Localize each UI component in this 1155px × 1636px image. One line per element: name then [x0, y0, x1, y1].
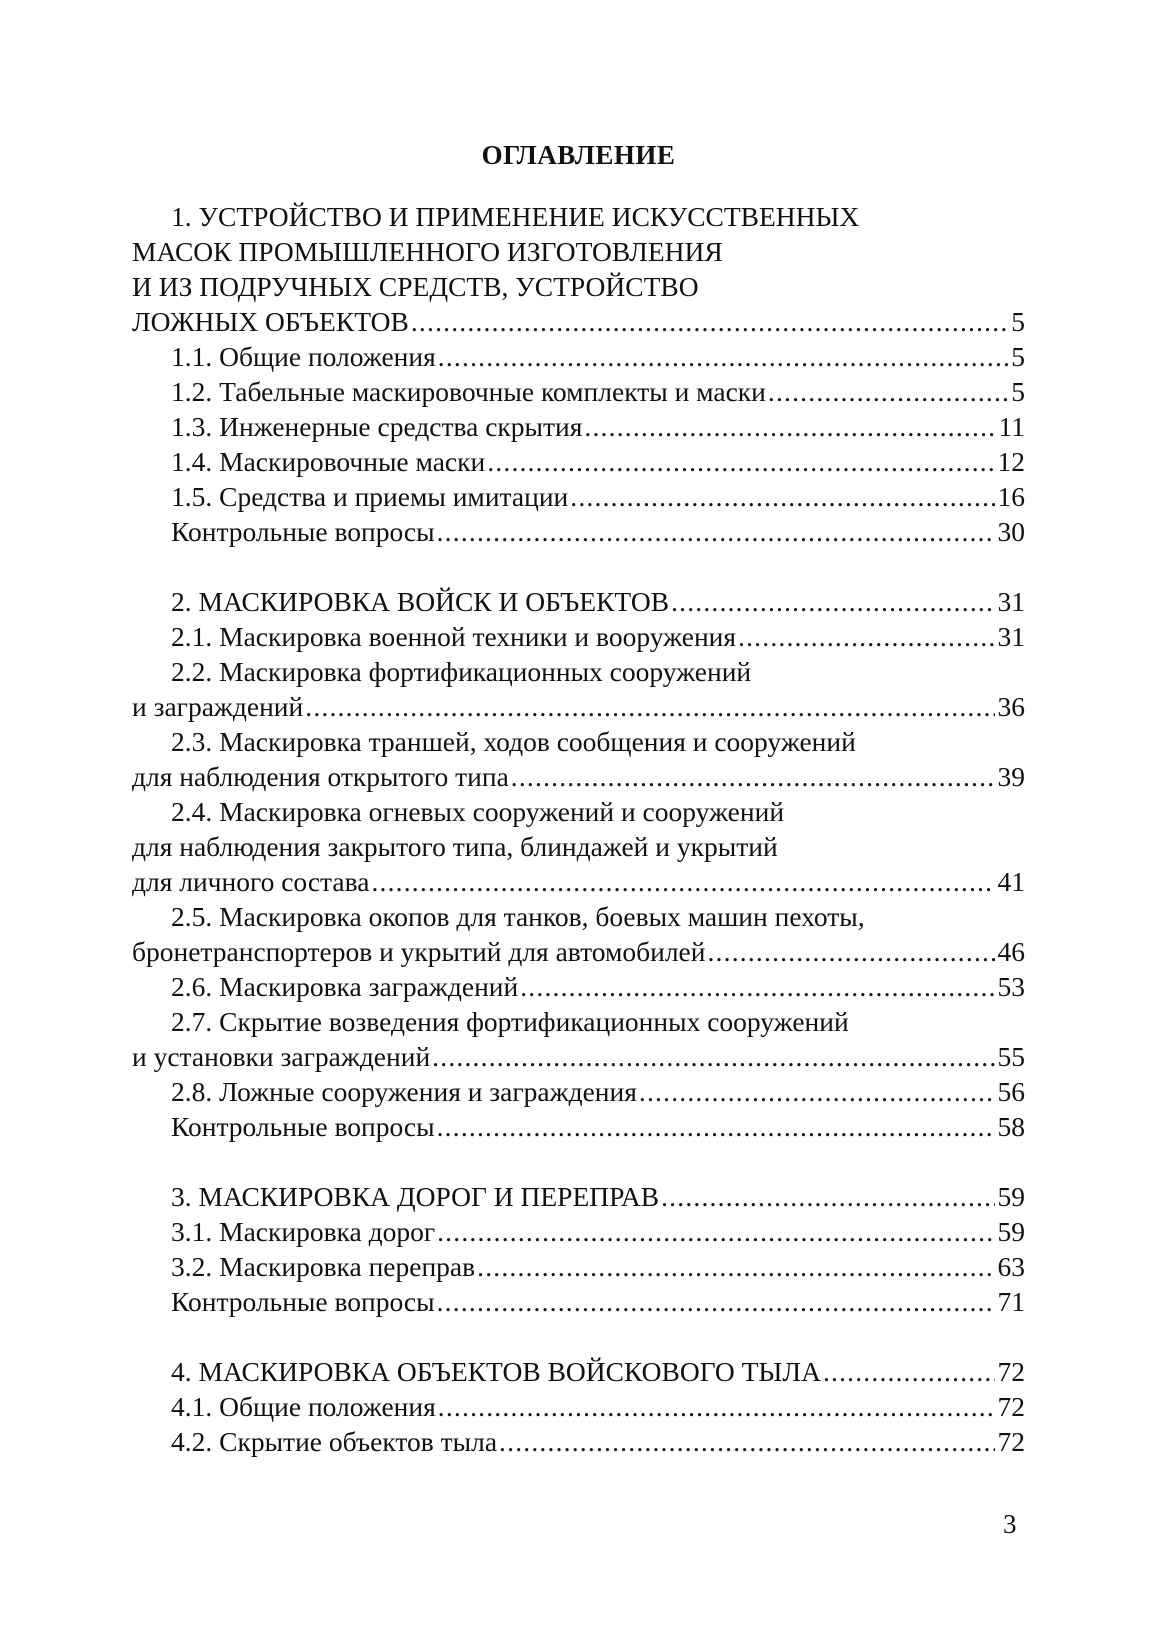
toc-line	[132, 1109, 1025, 1144]
toc-entry-text: Контрольные вопросы	[171, 1286, 435, 1317]
toc-page-number: 5	[1011, 341, 1025, 372]
toc-page-number: 36	[997, 691, 1025, 722]
toc-entry-text: Контрольные вопросы	[171, 516, 435, 547]
section-spacer	[132, 1319, 1025, 1354]
dot-leader	[437, 1284, 995, 1319]
toc-page-number: 72	[997, 1391, 1025, 1422]
dot-leader	[584, 409, 995, 444]
section-spacer	[132, 549, 1025, 584]
dot-leader	[437, 1109, 995, 1144]
toc-entry-text: 3. МАСКИРОВКА ДОРОГ И ПЕРЕПРАВ	[171, 1181, 660, 1212]
toc-entry-text: 2.6. Маскировка заграждений	[171, 971, 519, 1002]
dot-leader	[707, 934, 994, 969]
toc-entry-text: 4. МАСКИРОВКА ОБЪЕКТОВ ВОЙСКОВОГО ТЫЛА	[171, 1356, 821, 1387]
dot-leader	[411, 304, 1008, 339]
dot-leader	[768, 374, 1008, 409]
toc-page-number: 5	[1011, 376, 1025, 407]
toc-line	[132, 409, 1025, 444]
toc-line	[132, 304, 1025, 339]
dot-leader	[432, 1039, 994, 1074]
toc-entry-text: 2. МАСКИРОВКА ВОЙСК И ОБЪЕКТОВ	[171, 586, 670, 617]
toc-entry-text: 2.2. Маскировка фортификационных сооружений	[171, 656, 752, 687]
toc-entry-text: 2.4. Маскировка огневых сооружений и сооружений	[171, 796, 785, 827]
toc-entry-text: и установки заграждений	[132, 1041, 431, 1072]
dot-leader	[438, 1389, 995, 1424]
toc-line	[132, 724, 1025, 759]
toc-line	[132, 234, 1025, 269]
toc-line	[132, 829, 1025, 864]
toc-page-number: 11	[998, 411, 1025, 442]
toc-page-number: 12	[997, 446, 1025, 477]
toc-entry-text: бронетранспортеров и укрытий для автомобилей	[132, 936, 706, 967]
toc-entry-text: Контрольные вопросы	[171, 1111, 435, 1142]
toc-line	[132, 864, 1025, 899]
toc-entry-text: 1.3. Инженерные средства скрытия	[171, 411, 583, 442]
toc-entry-text: для личного состава	[132, 866, 370, 897]
toc-page-number: 71	[997, 1286, 1025, 1317]
toc-entry-text: 4.2. Скрытие объектов тыла	[171, 1426, 498, 1457]
toc-line	[132, 1039, 1025, 1074]
dot-leader	[671, 584, 994, 619]
dot-leader	[438, 339, 1008, 374]
dot-leader	[639, 1074, 995, 1109]
toc-entry-text: 2.7. Скрытие возведения фортификационных сооружений	[171, 1006, 849, 1037]
toc-page-number: 59	[997, 1181, 1025, 1212]
dot-leader	[520, 969, 994, 1004]
toc-entries	[132, 199, 1025, 1459]
toc-line	[132, 1389, 1025, 1424]
toc-page-number: 39	[997, 761, 1025, 792]
toc-line	[132, 199, 1025, 234]
toc-line	[132, 1214, 1025, 1249]
toc-page-number: 72	[997, 1356, 1025, 1387]
toc-entry-text: 3.2. Маскировка переправ	[171, 1251, 476, 1282]
toc-line	[132, 514, 1025, 549]
toc-entry-text: 1.5. Средства и приемы имитации	[171, 481, 569, 512]
toc-line	[132, 899, 1025, 934]
toc-page-number: 30	[997, 516, 1025, 547]
toc-entry-text: МАСОК ПРОМЫШЛЕННОГО ИЗГОТОВЛЕНИЯ	[132, 236, 723, 267]
toc-line	[132, 969, 1025, 1004]
toc-entry-text: 1.1. Общие положения	[171, 341, 436, 372]
toc-entry-text: 4.1. Общие положения	[171, 1391, 436, 1422]
dot-leader	[823, 1354, 995, 1389]
toc-entry-text: 2.8. Ложные сооружения и заграждения	[171, 1076, 637, 1107]
toc-line	[132, 794, 1025, 829]
toc-page-number: 55	[997, 1041, 1025, 1072]
dot-leader	[511, 759, 995, 794]
dot-leader	[437, 514, 995, 549]
toc-page-number: 63	[997, 1251, 1025, 1282]
table-of-contents	[132, 133, 1025, 1459]
toc-entry-text: И ИЗ ПОДРУЧНЫХ СРЕДСТВ, УСТРОЙСТВО	[132, 271, 699, 302]
toc-page-number: 31	[997, 621, 1025, 652]
toc-line	[132, 269, 1025, 304]
toc-entry-text: 2.5. Маскировка окопов для танков, боевых машин пехоты,	[171, 901, 865, 932]
toc-page-number: 72	[997, 1426, 1025, 1457]
dot-leader	[487, 444, 994, 479]
dot-leader	[661, 1179, 994, 1214]
toc-page-number: 16	[997, 481, 1025, 512]
toc-line	[132, 1354, 1025, 1389]
toc-line	[132, 619, 1025, 654]
section-spacer	[132, 1144, 1025, 1179]
toc-line	[132, 374, 1025, 409]
toc-entry-text: и заграждений	[132, 691, 304, 722]
toc-page-number: 41	[997, 866, 1025, 897]
toc-entry-text: 3.1. Маскировка дорог	[171, 1216, 436, 1247]
dot-leader	[499, 1424, 994, 1459]
dot-leader	[371, 864, 994, 899]
toc-entry-text: 1. УСТРОЙСТВО И ПРИМЕНЕНИЕ ИСКУССТВЕННЫХ	[171, 201, 860, 232]
toc-line	[132, 1249, 1025, 1284]
toc-line	[132, 934, 1025, 969]
toc-line	[132, 1004, 1025, 1039]
toc-line	[132, 1179, 1025, 1214]
toc-line	[132, 689, 1025, 724]
toc-line	[132, 759, 1025, 794]
toc-entry-text: 2.3. Маскировка траншей, ходов сообщения и сооружений	[171, 726, 856, 757]
toc-entry-text: для наблюдения открытого типа	[132, 761, 509, 792]
toc-line	[132, 479, 1025, 514]
dot-leader	[305, 689, 994, 724]
toc-line	[132, 1074, 1025, 1109]
toc-page-number: 53	[997, 971, 1025, 1002]
dot-leader	[738, 619, 994, 654]
toc-page-number: 46	[997, 936, 1025, 967]
toc-entry-text: ЛОЖНЫХ ОБЪЕКТОВ	[132, 306, 409, 337]
toc-line	[132, 1424, 1025, 1459]
toc-entry-text: 1.4. Маскировочные маски	[171, 446, 486, 477]
toc-page-number: 31	[997, 586, 1025, 617]
toc-entry-text: 1.2. Табельные маскировочные комплекты и маски	[171, 376, 766, 407]
toc-page-number: 5	[1011, 306, 1025, 337]
toc-line	[132, 1284, 1025, 1319]
toc-line	[132, 339, 1025, 374]
toc-entry-text: для наблюдения закрытого типа, блиндажей и укрытий	[132, 831, 778, 862]
toc-line	[132, 654, 1025, 689]
dot-leader	[477, 1249, 994, 1284]
dot-leader	[570, 479, 994, 514]
toc-line	[132, 444, 1025, 479]
toc-line	[132, 584, 1025, 619]
toc-entry-text: 2.1. Маскировка военной техники и вооружения	[171, 621, 737, 652]
toc-page-number: 56	[997, 1076, 1025, 1107]
toc-page-number: 58	[997, 1111, 1025, 1142]
page-title: ОГЛАВЛЕНИЕ	[481, 140, 676, 170]
dot-leader	[437, 1214, 994, 1249]
toc-page-number: 59	[997, 1216, 1025, 1247]
page-number: 3	[1003, 1509, 1017, 1539]
